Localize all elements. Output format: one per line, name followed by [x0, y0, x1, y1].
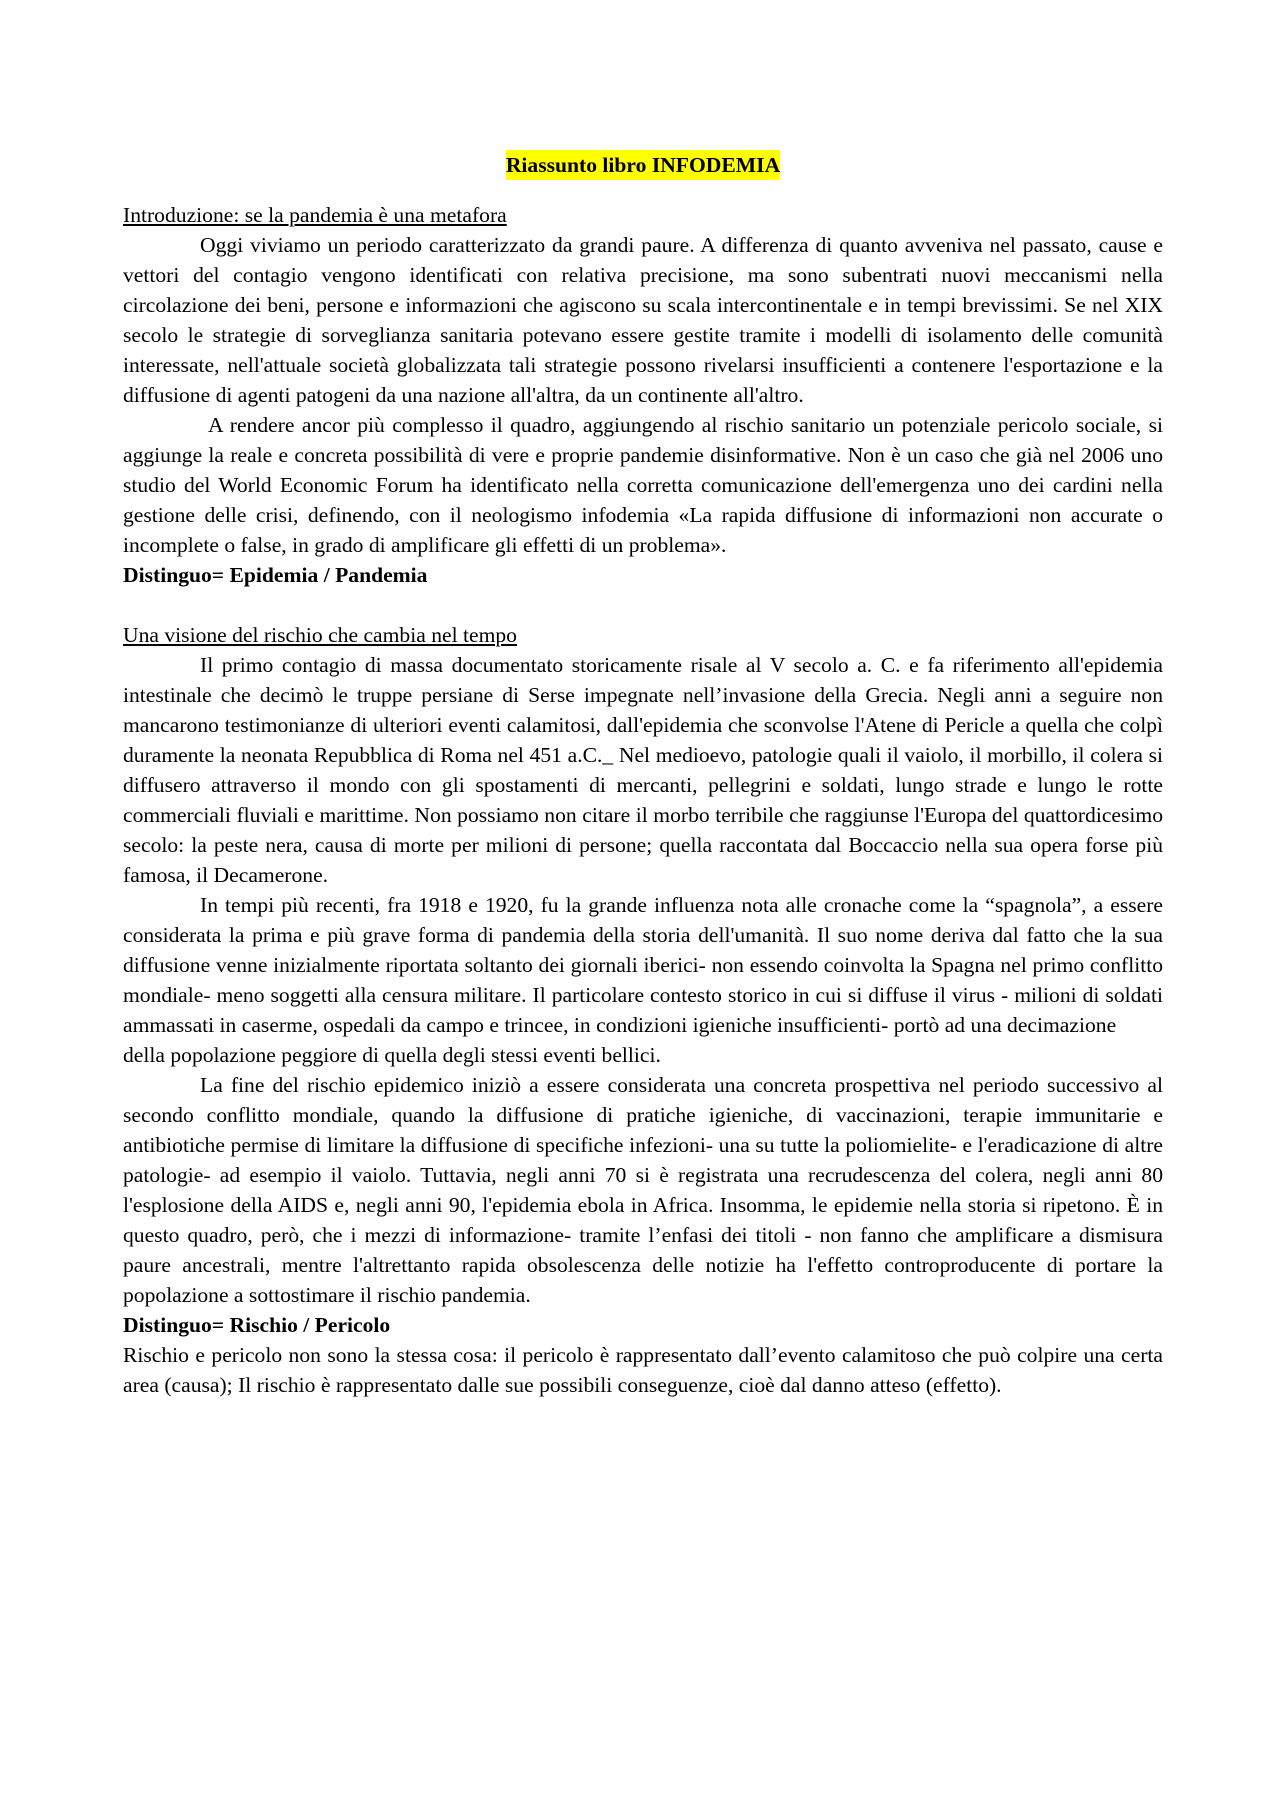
distinguo-epidemia-pandemia: Distinguo= Epidemia / Pandemia: [123, 563, 428, 587]
distinguo-rischio-pericolo: Distinguo= Rischio / Pericolo: [123, 1313, 391, 1337]
blank-line: [123, 590, 1163, 620]
paragraph: In tempi più recenti, fra 1918 e 1920, fu la grande influenza nota alle cronache come la “spagnola”, a essere considerata la prima e più grave forma di pandemia della storia dell'umanità. Il suo nome deriva dal fatto che la sua diffusione venne inizialmente riportata soltanto dei giornali iberici- non essendo coinvolta la Spagna nel primo conflitto mondiale- meno soggetti alla censura militare. Il particolare contesto storico in cui si diffuse il virus - milioni di soldati ammassati in caserme, ospedali da campo e trincee, in condizioni igieniche insufficienti- portò ad una decimazione: [123, 893, 1163, 1037]
closing-paragraph: Rischio e pericolo non sono la stessa cosa: il pericolo è rappresentato dall’evento calamitoso che può colpire una certa area (causa); Il rischio è rappresentato dalle sue possibili conseguenze, cioè dal danno atteso (effetto).: [123, 1343, 1163, 1397]
paragraph: della popolazione peggiore di quella degli stessi eventi bellici.: [123, 1043, 661, 1067]
document-title: Riassunto libro INFODEMIA: [506, 150, 780, 180]
paragraph: La fine del rischio epidemico iniziò a essere considerata una concreta prospettiva nel periodo successivo al secondo conflitto mondiale, quando la diffusione di pratiche igieniche, di vaccinazioni, terapie immunitarie e antibiotiche permise di limitare la diffusione di specifiche infezioni- una su tutte la poliomielite- e l'eradicazione di altre patologie- ad esempio il vaiolo. Tuttavia, negli anni 70 si è registrata una recrudescenza del colera, negli anni 80 l'esplosione della AIDS e, negli anni 90, l'epidemia ebola in Africa. Insomma, le epidemie nella storia si ripetono. È in questo quadro, però, che i mezzi di informazione- tramite l’enfasi dei titoli - non fanno che amplificare a dismisura paure ancestrali, mentre l'altrettanto rapida obsolescenza delle notizie ha l'effetto controproducente di portare la popolazione a sottostimare il rischio pandemia.: [123, 1073, 1163, 1307]
paragraph: A rendere ancor più complesso il quadro, aggiungendo al rischio sanitario un potenziale pericolo sociale, si aggiunge la reale e concreta possibilità di vere e proprie pandemie disinformative. Non è un caso che già nel 2006 uno studio del World Economic Forum ha identificato nella corretta comunicazione dell'emergenza uno dei cardini nella gestione delle crisi, definendo, con il neologismo infodemia «La rapida diffusione di informazioni non accurate o incomplete o false, in grado di amplificare gli effetti di un problema».: [123, 413, 1163, 557]
document-page: [123, 150, 1163, 1400]
paragraph: Il primo contagio di massa documentato storicamente risale al V secolo a. C. e fa riferimento all'epidemia intestinale che decimò le truppe persiane di Serse impegnate nell’invasione della Grecia. Negli anni a seguire non mancarono testimonianze di ulteriori eventi calamitosi, dall'epidemia che sconvolse l'Atene di Pericle a quella che colpì duramente la neonata Repubblica di Roma nel 451 a.C._ Nel medioevo, patologie quali il vaiolo, il morbillo, il colera si diffusero attraverso il mondo con gli spostamenti di mercanti, pellegrini e soldati, lungo strade e lungo le rotte commerciali fluviali e marittime. Non possiamo non citare il morbo terribile che raggiunse l'Europa del quattordicesimo secolo: la peste nera, causa di morte per milioni di persone; quella raccontata dal Boccaccio nella sua opera forse più famosa, il Decamerone.: [123, 653, 1163, 887]
section-heading-intro: Introduzione: se la pandemia è una metafora: [123, 203, 507, 227]
section-heading-rischio: Una visione del rischio che cambia nel tempo: [123, 623, 517, 647]
paragraph: Oggi viviamo un periodo caratterizzato da grandi paure. A differenza di quanto avveniva nel passato, cause e vettori del contagio vengono identificati con relativa precisione, ma sono subentrati nuovi meccanismi nella circolazione dei beni, persone e informazioni che agiscono su scala intercontinentale e in tempi brevissimi. Se nel XIX secolo le strategie di sorveglianza sanitaria potevano essere gestite tramite i modelli di isolamento delle comunità interessate, nell'attuale società globalizzata tali strategie possono rivelarsi insufficienti a contenere l'esportazione e la diffusione di agenti patogeni da una nazione all'altra, da un continente all'altro.: [123, 233, 1163, 407]
title-wrap: [123, 150, 1163, 180]
